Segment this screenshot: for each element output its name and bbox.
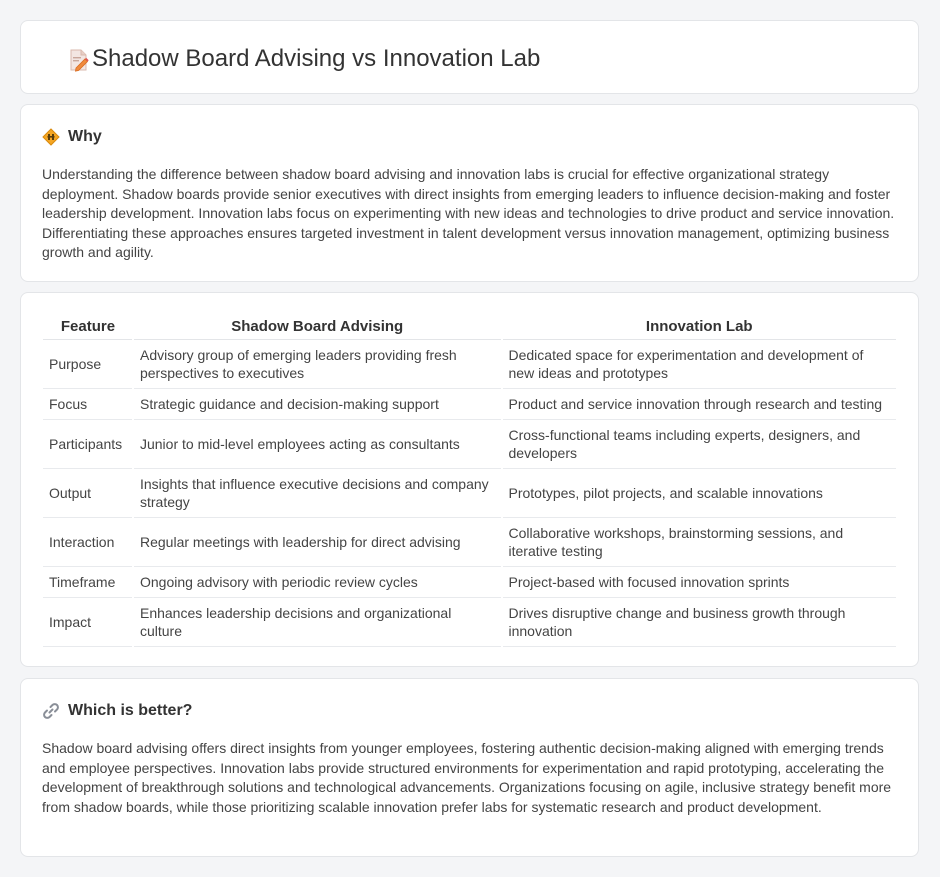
better-text: Shadow board advising offers direct insights from younger employees, fostering authentic decision-making aligned with emerging trends and employee perspectives. Innovation labs provide structured environments for experimentation and rapid prototyping, accelerating the development of breakthrough solutions and technological advancements. Organizations focusing on agile, inclusive strategy benefit more from shadow boards, while those prioritizing scalable innovation prefer labs for systematic research and product development. xyxy=(42,740,892,815)
better-heading xyxy=(42,701,192,721)
table-row xyxy=(43,518,897,567)
innovation-lab-cell: Drives disruptive change and business growth through innovation xyxy=(502,598,898,647)
feature-cell: Interaction xyxy=(43,518,133,567)
why-heading xyxy=(42,127,102,147)
better-title: Which is better? xyxy=(68,702,193,719)
shadow-board-cell: Advisory group of emerging leaders providing fresh perspectives to executives xyxy=(133,340,502,389)
feature-cell: Focus xyxy=(43,389,133,420)
shadow-board-cell: Strategic guidance and decision-making support xyxy=(133,389,502,420)
title-card xyxy=(20,20,919,94)
comparison-table xyxy=(43,313,898,647)
header-shadow-board: Shadow Board Advising xyxy=(133,313,502,340)
shadow-board-cell: Ongoing advisory with periodic review cycles xyxy=(133,567,502,598)
feature-cell: Timeframe xyxy=(43,567,133,598)
feature-cell: Output xyxy=(43,469,133,518)
table-row xyxy=(43,469,897,518)
table-row xyxy=(43,340,897,389)
why-text: Understanding the difference between shadow board advising and innovation labs is crucial for effective organizational strategy deployment. Shadow boards provide senior executives with direct insights from emerging leaders to influence decision-making and foster leadership development. Innovation labs focus on experimenting with new ideas and technologies to drive product and service innovation. Differentiating these approaches ensures targeted investment in talent development versus innovation management, optimizing business growth and agility. xyxy=(42,166,895,261)
innovation-lab-cell: Product and service innovation through research and testing xyxy=(502,389,898,420)
comparison-card xyxy=(20,292,919,667)
why-section xyxy=(20,104,919,282)
header-feature: Feature xyxy=(43,313,133,340)
shadow-board-cell: Regular meetings with leadership for direct advising xyxy=(133,518,502,567)
innovation-lab-cell: Collaborative workshops, brainstorming sessions, and iterative testing xyxy=(502,518,898,567)
document-pencil-icon xyxy=(68,48,90,72)
table-row xyxy=(43,389,897,420)
shadow-board-cell: Junior to mid-level employees acting as consultants xyxy=(133,420,502,469)
feature-cell: Purpose xyxy=(43,340,133,389)
innovation-lab-cell: Project-based with focused innovation sprints xyxy=(502,567,898,598)
table-row xyxy=(43,598,897,647)
table-row xyxy=(43,420,897,469)
why-title: Why xyxy=(68,128,102,145)
shadow-board-cell: Insights that influence executive decisions and company strategy xyxy=(133,469,502,518)
table-header-row xyxy=(43,313,897,340)
shadow-board-cell: Enhances leadership decisions and organizational culture xyxy=(133,598,502,647)
road-sign-icon xyxy=(42,128,60,146)
innovation-lab-cell: Cross-functional teams including experts, designers, and developers xyxy=(502,420,898,469)
feature-cell: Impact xyxy=(43,598,133,647)
page-title: Shadow Board Advising vs Innovation Lab xyxy=(92,45,541,72)
innovation-lab-cell: Dedicated space for experimentation and development of new ideas and prototypes xyxy=(502,340,898,389)
header-innovation-lab: Innovation Lab xyxy=(502,313,898,340)
innovation-lab-cell: Prototypes, pilot projects, and scalable innovations xyxy=(502,469,898,518)
which-better-section xyxy=(20,678,919,857)
feature-cell: Participants xyxy=(43,420,133,469)
link-icon xyxy=(42,702,60,720)
table-row xyxy=(43,567,897,598)
